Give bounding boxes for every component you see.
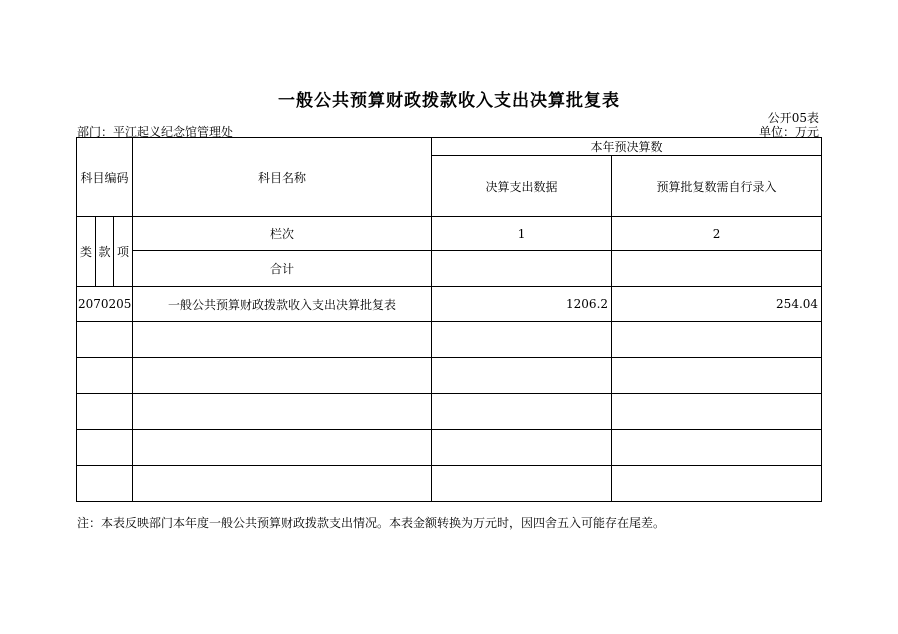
year-group-header: 本年预决算数 — [432, 138, 822, 156]
empty-cell — [612, 430, 822, 466]
column-2-no: 2 — [612, 217, 822, 251]
empty-cell — [77, 466, 133, 502]
column-1-header: 决算支出数据 — [432, 156, 612, 217]
table-row-empty — [77, 466, 822, 502]
empty-cell — [432, 394, 612, 430]
empty-cell — [133, 466, 432, 502]
total-label: 合计 — [133, 251, 432, 287]
empty-cell — [133, 322, 432, 358]
empty-cell — [612, 322, 822, 358]
empty-cell — [612, 358, 822, 394]
empty-cell — [432, 322, 612, 358]
table-row-empty — [77, 322, 822, 358]
empty-cell — [612, 394, 822, 430]
empty-cell — [77, 322, 133, 358]
table-row-empty — [77, 394, 822, 430]
empty-cell — [432, 358, 612, 394]
report-title: 一般公共预算财政拨款收入支出决算批复表 — [278, 91, 620, 111]
form-number: 公开05表 — [767, 111, 819, 125]
subject-code-header: 科目编码 — [77, 138, 133, 217]
row-value-1: 1206.2 — [432, 287, 612, 322]
empty-cell — [77, 358, 133, 394]
column-no-label: 栏次 — [133, 217, 432, 251]
row-value-2: 254.04 — [612, 287, 822, 322]
empty-cell — [133, 430, 432, 466]
xiang-header: 项 — [114, 217, 133, 287]
table-row — [77, 287, 822, 322]
table-row-empty — [77, 358, 822, 394]
department-label: 部门：平江起义纪念馆管理处 — [77, 125, 234, 139]
lei-header: 类 — [77, 217, 96, 287]
kuan-header: 款 — [96, 217, 114, 287]
empty-cell — [133, 394, 432, 430]
row-code: 2070205 — [77, 287, 133, 322]
empty-cell — [77, 430, 133, 466]
empty-cell — [77, 394, 133, 430]
column-2-header: 预算批复数需自行录入 — [612, 156, 822, 217]
table-row-empty — [77, 430, 822, 466]
empty-cell — [612, 466, 822, 502]
budget-table — [76, 137, 822, 502]
empty-cell — [432, 466, 612, 502]
footnote: 注：本表反映部门本年度一般公共预算财政拨款支出情况。本表金额转换为万元时，因四舍五入可能存在尾差。 — [77, 516, 666, 530]
empty-cell — [133, 358, 432, 394]
total-value-1 — [432, 251, 612, 287]
column-1-no: 1 — [432, 217, 612, 251]
empty-cell — [432, 430, 612, 466]
unit-label: 单位：万元 — [758, 125, 819, 139]
total-value-2 — [612, 251, 822, 287]
subject-name-header: 科目名称 — [133, 138, 432, 217]
row-name: 一般公共预算财政拨款收入支出决算批复表 — [133, 287, 432, 322]
